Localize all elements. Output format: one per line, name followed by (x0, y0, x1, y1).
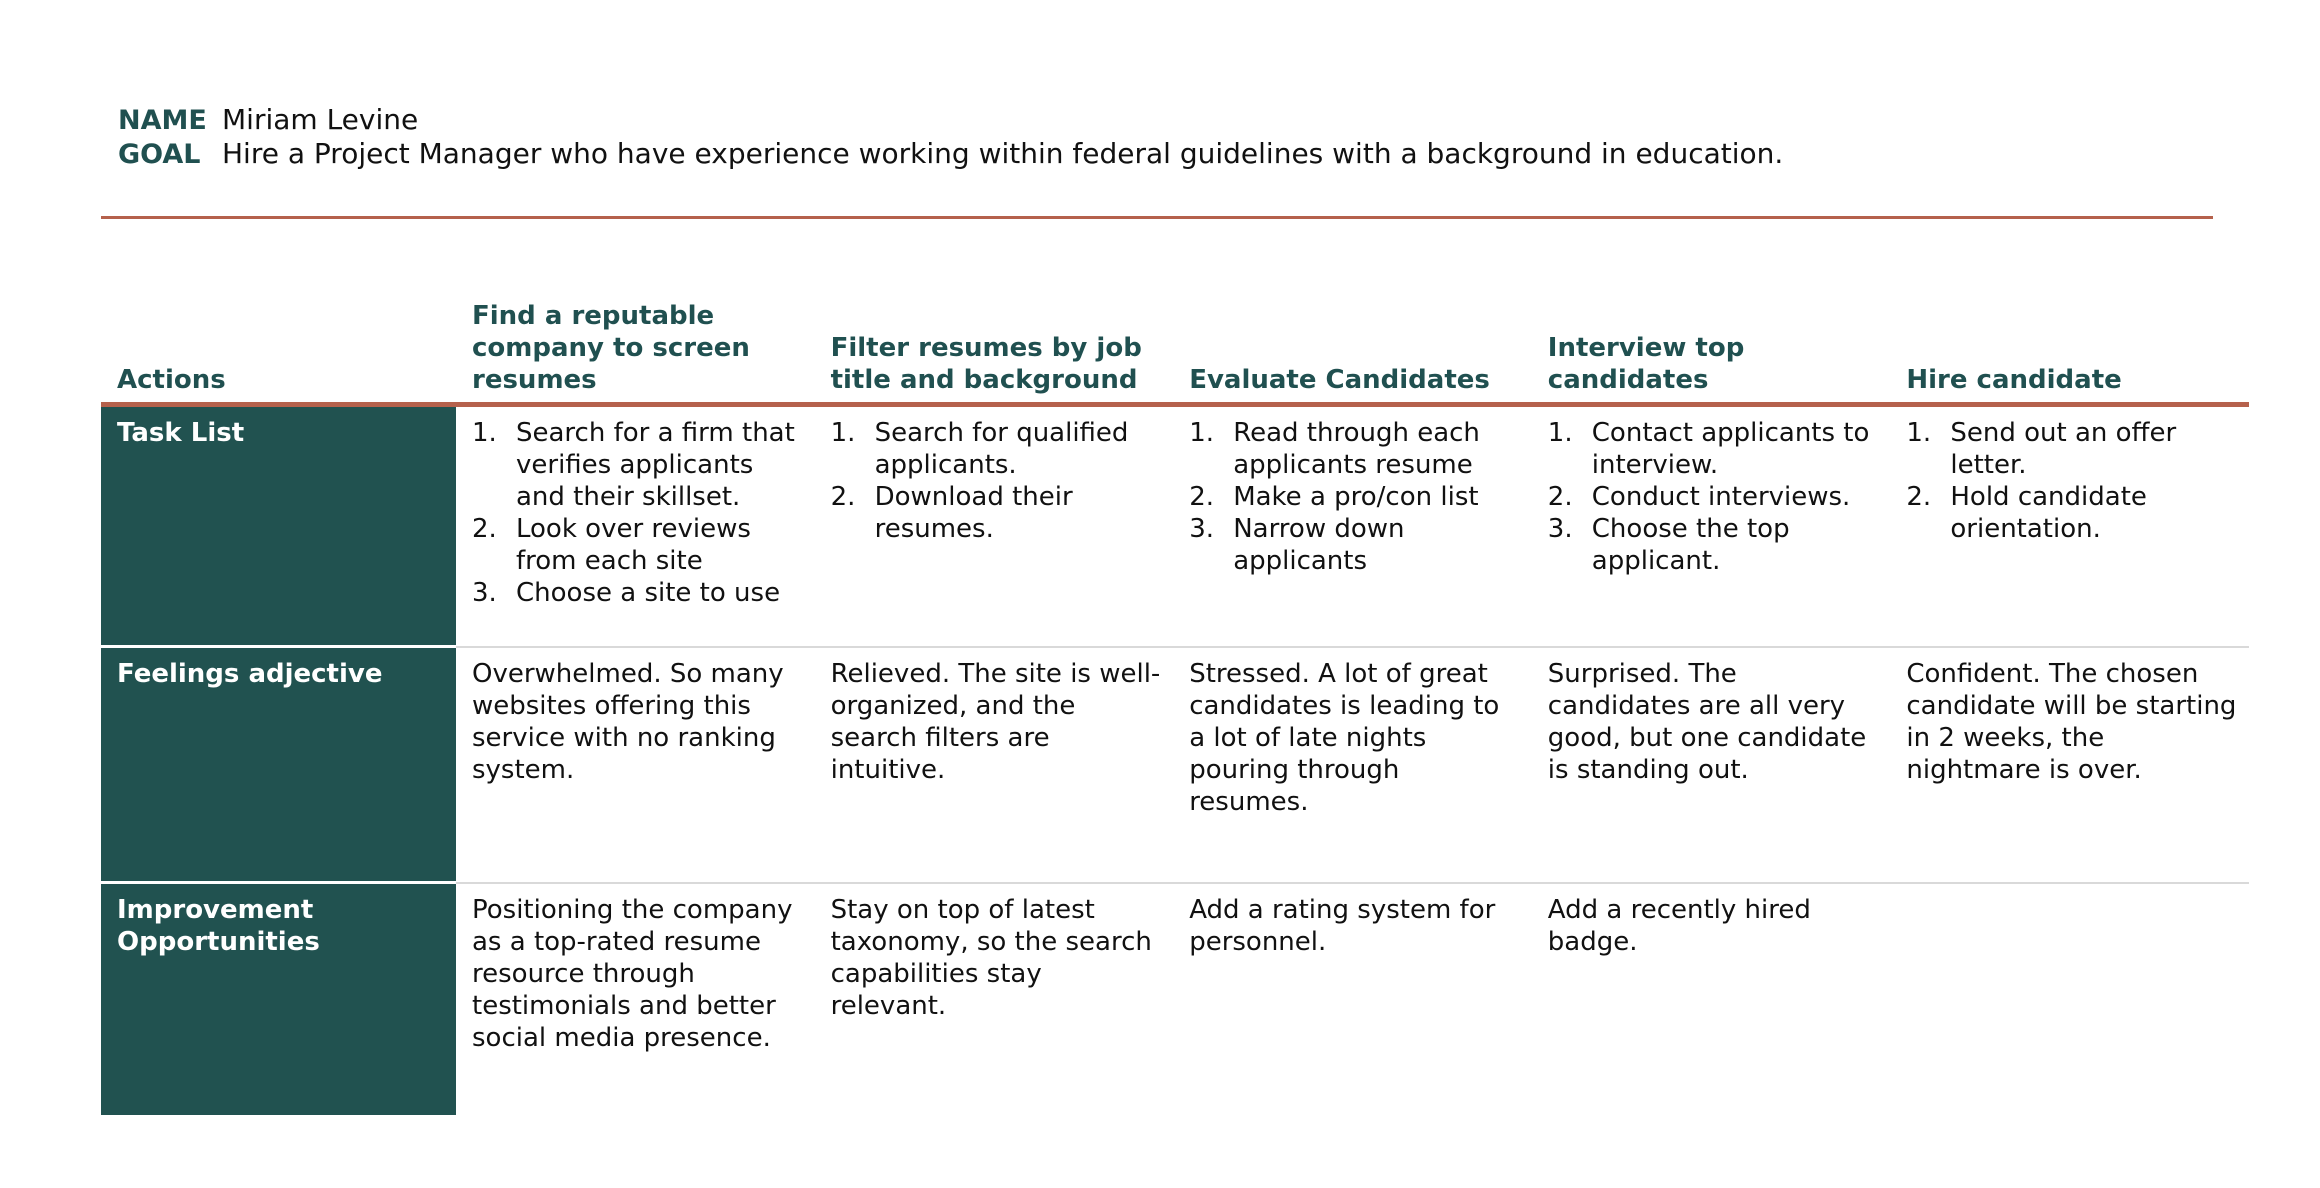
task-cell (1890, 405, 2249, 647)
stage-header: Hire candidate (1890, 300, 2249, 405)
task-item: 1. Search for a firm that verifies applicants and their skillset. (472, 418, 795, 512)
task-list-row (101, 405, 2249, 647)
actions-header: Actions (101, 300, 456, 405)
task-item: 1. Search for qualified applicants. (830, 418, 1129, 480)
improvement-cell: Stay on top of latest taxonomy, so the search capabilities stay relevant. (830, 894, 1152, 1021)
improvement-row (101, 883, 2249, 1116)
goal-label: GOAL (118, 139, 201, 170)
task-item: 2. Look over reviews from each site (472, 514, 751, 576)
task-item: 1. Read through each applicants resume (1189, 418, 1480, 480)
task-cell (1173, 405, 1532, 647)
name-row (118, 103, 1783, 137)
persona-header (118, 103, 1783, 171)
improvement-cell (1890, 883, 2249, 1116)
feelings-row (101, 647, 2249, 883)
stage-header: Interview top candidates (1532, 300, 1891, 405)
task-item: 2. Conduct interviews. (1547, 482, 1851, 512)
task-item: 2. Hold candidate orientation. (1906, 482, 2147, 544)
improvement-cell: Add a recently hired badge. (1547, 894, 1811, 957)
task-list (1189, 417, 1522, 577)
task-item: 3. Choose a site to use (472, 578, 781, 608)
improvement-cell: Positioning the company as a top-rated resume resource through testimonials and better social media presence. (472, 894, 793, 1053)
goal-row (118, 137, 1783, 171)
improvement-cell: Add a rating system for personnel. (1189, 894, 1496, 957)
row-label-improvement: Improvement Opportunities (101, 883, 456, 1116)
task-item: 2. Download their resumes. (830, 482, 1073, 544)
task-cell (456, 405, 815, 647)
task-list (1548, 417, 1881, 577)
stage-header: Evaluate Candidates (1173, 300, 1532, 405)
feeling-cell: Surprised. The candidates are all very good, but one candidate is standing out. (1532, 647, 1891, 883)
feeling-cell: Confident. The chosen candidate will be starting in 2 weeks, the nightmare is over. (1890, 647, 2249, 883)
task-item: 3. Choose the top applicant. (1547, 514, 1790, 576)
task-cell (815, 405, 1174, 647)
header-divider (101, 216, 2213, 219)
task-list (1906, 417, 2239, 545)
task-item: 1. Send out an offer letter. (1906, 418, 2177, 480)
stage-header: Filter resumes by job title and background (815, 300, 1174, 405)
persona-name: Miriam Levine (222, 103, 419, 136)
task-cell (1532, 405, 1891, 647)
task-list (472, 417, 805, 609)
persona-goal: Hire a Project Manager who have experience working within federal guidelines with a background in education. (222, 137, 1784, 170)
task-item: 3. Narrow down applicants (1189, 514, 1405, 576)
name-label: NAME (118, 105, 207, 136)
feeling-cell: Relieved. The site is well-organized, and the search filters are intuitive. (815, 647, 1174, 883)
feeling-cell: Stressed. A lot of great candidates is leading to a lot of late nights pouring through resumes. (1173, 647, 1532, 883)
journey-map-table (101, 300, 2249, 1115)
task-item: 1. Contact applicants to interview. (1547, 418, 1870, 480)
row-label-feelings: Feelings adjective (101, 647, 456, 883)
row-label-task-list: Task List (101, 405, 456, 647)
task-list (831, 417, 1164, 545)
feeling-cell: Overwhelmed. So many websites offering this service with no ranking system. (456, 647, 815, 883)
stage-header: Find a reputable company to screen resumes (456, 300, 815, 405)
task-item: 2. Make a pro/con list (1189, 482, 1479, 512)
stage-header-row (101, 300, 2249, 405)
